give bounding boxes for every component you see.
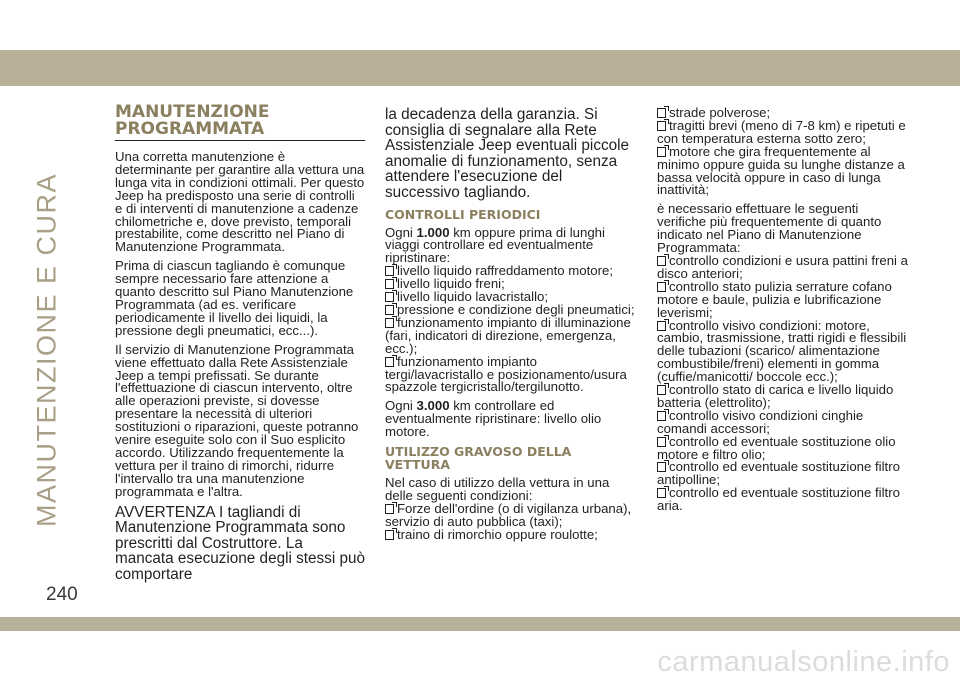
paragraph-tagliando: Prima di ciascun tagliando è comunque sempre necessario fare attenzione a quanto descritto sul Piano Manutenzione Programmata (ad es. verificare periodicamente il livello dei liquidi, la pressione degli pneumatici, ecc...). xyxy=(115,258,354,338)
checkbox-icon xyxy=(385,504,394,514)
checkbox-icon xyxy=(657,121,666,131)
checkbox-icon xyxy=(385,357,394,367)
list-item xyxy=(657,461,909,487)
section-title-line2: PROGRAMMATA xyxy=(115,119,265,139)
gravoso-intro: Nel caso di utilizzo della vettura in una delle seguenti condizioni: xyxy=(385,475,610,503)
ogni-3000-text: km controllare ed eventualmente ripristinare: livello olio motore. xyxy=(385,398,602,440)
list-item-text: livello liquido freni; xyxy=(397,276,505,292)
column-1 xyxy=(115,104,365,590)
list-item xyxy=(657,487,909,513)
list-item-text: tragitti brevi (meno di 7-8 km) e ripetuti e con temperatura esterna sotto zero; xyxy=(657,117,906,146)
checkbox-icon xyxy=(385,266,394,276)
list-item xyxy=(657,278,909,320)
heading-controlli-periodici: CONTROLLI PERIODICI xyxy=(385,206,541,222)
list-item xyxy=(385,526,635,542)
paragraph-gravoso xyxy=(385,477,635,542)
list-item-text: controllo ed eventuale sostituzione filtro antipolline; xyxy=(657,459,900,488)
list-item-text: Forze dell'ordine (o di vigilanza urbana), servizio di auto pubblica (taxi); xyxy=(385,500,632,529)
header-band xyxy=(0,50,960,86)
paragraph-ogni-3000 xyxy=(385,400,635,439)
list-item xyxy=(385,500,635,529)
necessario-text: è necessario effettuare le seguenti verifiche più frequentemente di quanto indicato nel Piano di Manutenzione Programmata: xyxy=(657,201,882,256)
warning-text: AVVERTENZA I tagliandi di Manutenzione Programmata sono prescritti dal Costruttore. La mancata esecuzione degli stessi può comportare xyxy=(115,503,366,583)
list-item-text: controllo visivo condizioni: motore, cambio, trasmissione, tratti rigidi e flessibili delle tubazioni (scarico/ alimentazione combustibile/freni) elementi in gomma (cuffie/manicotti/ boccole ecc.); xyxy=(657,317,907,385)
checkbox-icon xyxy=(657,437,666,447)
list-item-text: livello liquido lavacristallo; xyxy=(397,289,548,305)
list-item-text: motore che gira frequentemente al minimo oppure guida su lunghe distanze a bassa velocità oppure in caso di lunga inattività; xyxy=(657,143,905,198)
list-item xyxy=(385,353,635,395)
checkbox-icon xyxy=(385,530,394,540)
checkbox-icon xyxy=(657,321,666,331)
checkbox-icon xyxy=(657,108,666,118)
ogni-label: Ogni xyxy=(385,224,413,240)
checkbox-icon xyxy=(385,305,394,315)
list-item-text: pressione e condizione degli pneumatici; xyxy=(397,302,635,317)
list-item-text: funzionamento impianto tergi/lavacristallo e posizionamento/usura spazzole tergicristallo/tergilunotto. xyxy=(385,353,627,395)
checkbox-icon xyxy=(657,147,666,157)
checkbox-icon xyxy=(657,411,666,421)
condition-list xyxy=(657,107,909,197)
checkbox-icon xyxy=(657,282,666,292)
column-2 xyxy=(385,107,635,548)
list-item-text: funzionamento impianto di illuminazione (fari, indicatori di direzione, emergenza, ecc.); xyxy=(385,314,631,356)
list-item xyxy=(657,384,909,410)
list-item xyxy=(657,317,909,385)
ogni-label: Ogni xyxy=(385,398,413,414)
list-item-text: strade polverose; xyxy=(669,105,771,120)
list-item-text: controllo visivo condizioni cinghie comandi accessori; xyxy=(657,407,864,436)
list-item-text: traino di rimorchio oppure roulotte; xyxy=(397,526,598,542)
page-number: 240 xyxy=(46,584,78,605)
heading-utilizzo-gravoso: UTILIZZO GRAVOSO DELLA VETTURA xyxy=(385,444,572,473)
km-value-3000: 3.000 xyxy=(416,398,450,414)
list-item-text: livello liquido raffreddamento motore; xyxy=(397,263,614,279)
list-item xyxy=(657,252,909,281)
checkbox-icon xyxy=(657,256,666,266)
title-rule xyxy=(115,140,365,141)
list-item xyxy=(385,314,635,356)
list-item xyxy=(657,433,909,462)
paragraph-necessario xyxy=(657,203,909,513)
checkbox-icon xyxy=(657,488,666,498)
checkbox-icon xyxy=(385,292,394,302)
list-item-text: controllo condizioni e usura pattini freni a disco anteriori; xyxy=(657,252,908,281)
list-item-text: controllo stato pulizia serrature cofano motore e baule, pulizia e lubrificazione leverismi; xyxy=(657,278,892,320)
km-value-1000: 1.000 xyxy=(416,224,450,240)
checkbox-icon xyxy=(657,385,666,395)
list-item-text: controllo ed eventuale sostituzione olio motore e filtro olio; xyxy=(657,433,896,462)
ogni-1000-text: km oppure prima di lunghi viaggi controllare ed eventualmente ripristinare: xyxy=(385,224,605,266)
paragraph-servizio: Il servizio di Manutenzione Programmata viene effettuato dalla Rete Assistenziale Jeep a tempi prefissati. Se durante l'effettuazione di ciascun intervento, oltre alle operazioni previste, si dovesse presentare la necessità di ulteriori sostituzioni o riparazioni, queste potranno venire eseguite solo con il Suo esplicito accordo. Utilizzando frequentemente la vettura per il traino di rimorchi, ridurre l'intervallo tra una manutenzione programmata e l'altra. xyxy=(115,341,359,499)
warning-text-continued: la decadenza della garanzia. Si consiglia di segnalare alla Rete Assistenziale Jeep eventuali piccole anomalie di funzionamento, senza attendere l'esecuzione del successivo tagliando. xyxy=(385,106,630,201)
section-title-line1: MANUTENZIONE xyxy=(115,102,270,122)
checkbox-icon xyxy=(385,279,394,289)
paragraph-ogni-1000 xyxy=(385,224,635,395)
section-title xyxy=(115,104,365,138)
list-item xyxy=(657,143,909,198)
chapter-side-label: MANUTENZIONE E CURA xyxy=(31,172,62,528)
watermark[interactable]: carmanualsonline.info xyxy=(657,646,950,678)
footer-band xyxy=(0,617,960,631)
list-item-text: controllo ed eventuale sostituzione filtro aria. xyxy=(657,485,900,514)
checkbox-icon xyxy=(385,318,394,328)
checkbox-icon xyxy=(657,462,666,472)
list-item xyxy=(657,407,909,436)
column-3 xyxy=(657,107,909,519)
list-item xyxy=(657,117,909,146)
paragraph-intro: Una corretta manutenzione è determinante per garantire alla vettura una lunga vita in condizioni ottimali. Per questo Jeep ha predisposto una serie di controlli e di interventi di manutenzione a cadenze chilometriche e, dove previsto, temporali prestabilite, come descritto nel Piano di Manutenzione Programmata. xyxy=(115,149,365,255)
list-item-text: controllo stato di carica e livello liquido batteria (elettrolito); xyxy=(657,382,894,410)
